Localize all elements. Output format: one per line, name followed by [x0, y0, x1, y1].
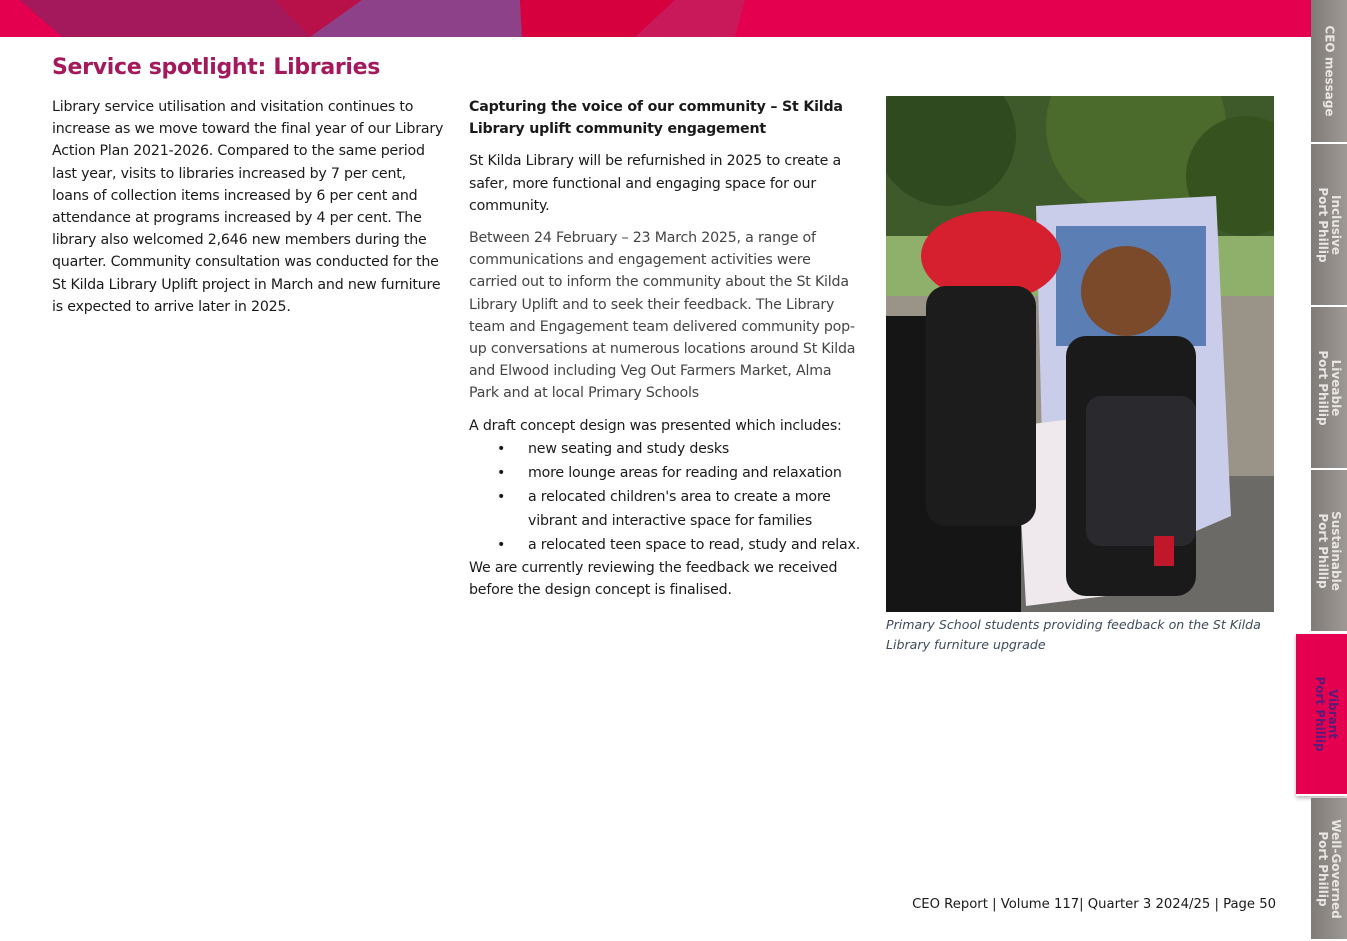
tab-label-line1: Well-Governed — [1329, 818, 1343, 919]
header-banner — [0, 0, 1311, 37]
tab-label-line1: Liveable — [1329, 359, 1343, 416]
tab-inclusive-port-phillip[interactable] — [1311, 144, 1347, 307]
tab-label-line1: Sustainable — [1329, 510, 1343, 591]
tab-label — [1316, 511, 1342, 591]
tab-sustainable-port-phillip[interactable] — [1311, 470, 1347, 633]
paragraph: A draft concept design was presented which includes: — [469, 417, 842, 434]
list-item: • new seating and study desks — [469, 437, 861, 461]
list-item: • a relocated children's area to create a more vibrant and interactive space for families — [469, 485, 861, 533]
paragraph: Between 24 February – 23 March 2025, a range of communications and engagement activities were carried out to inform the community about the St Kilda Library Uplift and to seek their feedback. The Library team and Engagement team delivered community pop-up conversations at numerous locations around St Kilda and Elwood including Veg Out Farmers Market, Alma Park and at local Primary Schools — [469, 230, 856, 402]
intro-paragraph: Library service utilisation and visitation continues to increase as we move toward the final year of our Library Action Plan 2021-2026. Compared to the same period last year, visits to libraries increased by 7 per cent, loans of collection items increased by 6 per cent and attendance at programs increased by 4 per cent. The library also welcomed 2,646 new members during the quarter. Community consultation was conducted for the St Kilda Library Uplift project in March and new furniture is expected to arrive later in 2025. — [52, 99, 444, 315]
tab-label — [1316, 350, 1342, 425]
tab-vibrant-port-phillip[interactable] — [1296, 634, 1347, 796]
tab-label-line2: Port Phillip — [1316, 512, 1330, 589]
tab-label-line2: Port Phillip — [1316, 830, 1330, 907]
page-title: Service spotlight: Libraries — [52, 55, 381, 80]
tab-label-line1: Inclusive — [1329, 194, 1343, 255]
section-heading: Capturing the voice of our community – St Kilda Library uplift community engagement — [469, 99, 843, 138]
paragraph: We are currently reviewing the feedback we received before the design concept is finalised. — [469, 559, 838, 599]
tab-label: CEO message — [1322, 25, 1337, 117]
list-item: • a relocated teen space to read, study and relax. — [469, 533, 861, 557]
tab-label — [1313, 676, 1339, 751]
tab-well-governed-port-phillip[interactable] — [1311, 798, 1347, 941]
paragraph: St Kilda Library will be refurnished in 2025 to create a safer, more functional and engaging space for our community. — [469, 153, 842, 214]
tab-liveable-port-phillip[interactable] — [1311, 307, 1347, 470]
page-footer: CEO Report | Volume 117| Quarter 3 2024/25 | Page 50 — [912, 897, 1276, 912]
students-photo — [886, 96, 1274, 612]
tab-label-line1: Vibrant — [1325, 688, 1340, 740]
tab-label-line2: Port Phillip — [1316, 186, 1330, 263]
tab-label-line2: Port Phillip — [1316, 349, 1330, 426]
tab-ceo-message[interactable] — [1311, 0, 1347, 144]
tab-label — [1316, 187, 1342, 262]
concept-list — [469, 437, 861, 557]
engagement-column — [469, 96, 861, 611]
tab-label-line2: Port Phillip — [1312, 676, 1327, 752]
photo-caption: Primary School students providing feedback on the St Kilda Library furniture upgrade — [886, 617, 1261, 652]
list-item: • more lounge areas for reading and relaxation — [469, 461, 861, 485]
tab-label — [1316, 819, 1342, 918]
intro-column — [52, 96, 444, 318]
